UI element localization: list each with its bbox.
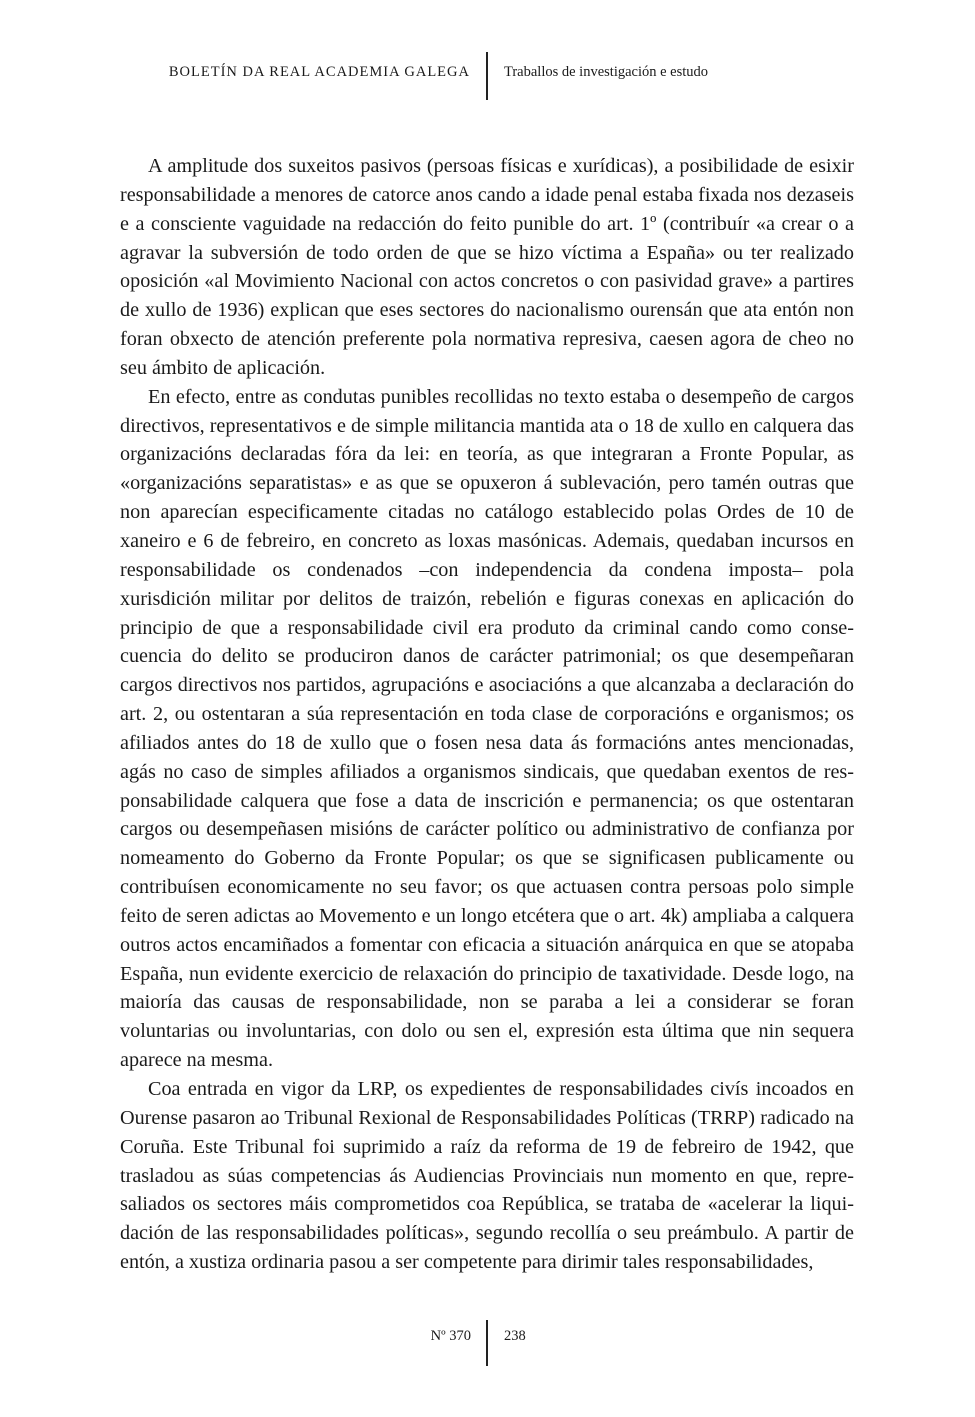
page-number: 238 xyxy=(504,1328,526,1344)
paragraph-2: En efecto, entre as condutas punibles recollidas no texto estaba o desempeño de cargos directivos, representativos e de simple militancia mantida ata o 18 de xullo en calquera das organizacións declaradas fóra da lei: en teoría, as que integraran a Fronte Popular, as «organizacións separatistas» e as que se opuxeron á sublevación, pero tamén outras que non aparecían especificamente citadas no catálogo establecido polas Ordes de 10 de xaneiro e 6 de febreiro, en concreto as loxas masónicas. Ademais, quedaban incursos en responsabilidade os condenados –con independencia da condena imposta– pola xurisdición militar por delitos de traizón, rebelión e figuras conexas en aplicación do principio de que a responsabilidade civil era produto da criminal cando como consecuencia do delito se produciron danos de carácter patrimonial; os que desempeñaran cargos directivos nos partidos, agrupacións e asociacións a que alcanzaba a declaración do art. 2, ou ostentaran a súa representación en toda clase de corporacións e organismos; os afiliados antes do 18 de xullo que o fosen nesa data ás formacións antes mencionadas, agás no caso de simples afiliados a organismos sindicais, que quedaban exentos de responsabilidade calquera que fose a data de inscrición e permanencia; os que ostentaran cargos ou desempeñasen misións de carácter político ou administrativo de confianza por nomeamento do Goberno da Fronte Popular; os que se significasen publicamente ou contribuísen economicamente no seu favor; os que actuasen contra persoas polo simple feito de seren adictas ao Movemento e un longo etcétera que o art. 4k) ampliaba a calquera outros actos encamiñados a fomentar con eficacia a situación anárquica en que se atopaba España, nun evidente exercicio de relaxación do principio de taxatividade. Desde logo, na maioría das causas de responsabilidade, non se paraba a lei a considerar se foran voluntarias ou involuntarias, con dolo ou sen el, expresión esta última que nin sequera aparece na mesma. xyxy=(120,385,854,1072)
issue-number: Nº 370 xyxy=(430,1328,471,1344)
page-footer xyxy=(0,1320,975,1370)
footer-divider xyxy=(486,1320,488,1366)
article-body xyxy=(120,152,854,1277)
paragraph-3: Coa entrada en vigor da LRP, os expedientes de responsabilidades civís incoados en Ourense pasaron ao Tribunal Rexional de Responsabilidades Políticas (TRRP) radicado na Coruña. Este Tribunal foi suprimido a raíz da reforma de 19 de febreiro de 1942, que trasladou as súas competencias ás Audiencias Provinciais nun momento en que, represaliados os sectores máis comprometidos coa República, se trataba de «acelerar la liquidación de las responsabilidades políticas», segundo recollía o seu preámbulo. A partir de entón, a xustiza ordinaria pasou a ser competente para dirimir tales responsabilidades, xyxy=(120,1078,854,1274)
section-title: Traballos de investigación e estudo xyxy=(504,64,709,80)
paragraph-1: A amplitude dos suxeitos pasivos (persoas físicas e xurídicas), a posibilidade de esixir responsabilidade a menores de catorce anos cando a idade penal estaba fixada nos dezaseis e a consciente vaguidade na redacción do feito punible do art. 1º (contribuír «a crear o a agravar la subversión de todo orden de que se hizo víctima a España» ou ter realizado oposición «al Movimiento Nacional con actos concretos o con pasividad grave» a partires de xullo de 1936) explican que eses sectores do nacionalismo ourensán que ata entón non foran obxecto de atención preferente pola normativa represiva, caesen agora de cheo no seu ámbito de aplicación. xyxy=(120,155,854,379)
journal-title: BOLETÍN DA REAL ACADEMIA GALEGA xyxy=(168,64,470,80)
header-divider xyxy=(486,52,488,100)
running-header xyxy=(0,0,975,100)
